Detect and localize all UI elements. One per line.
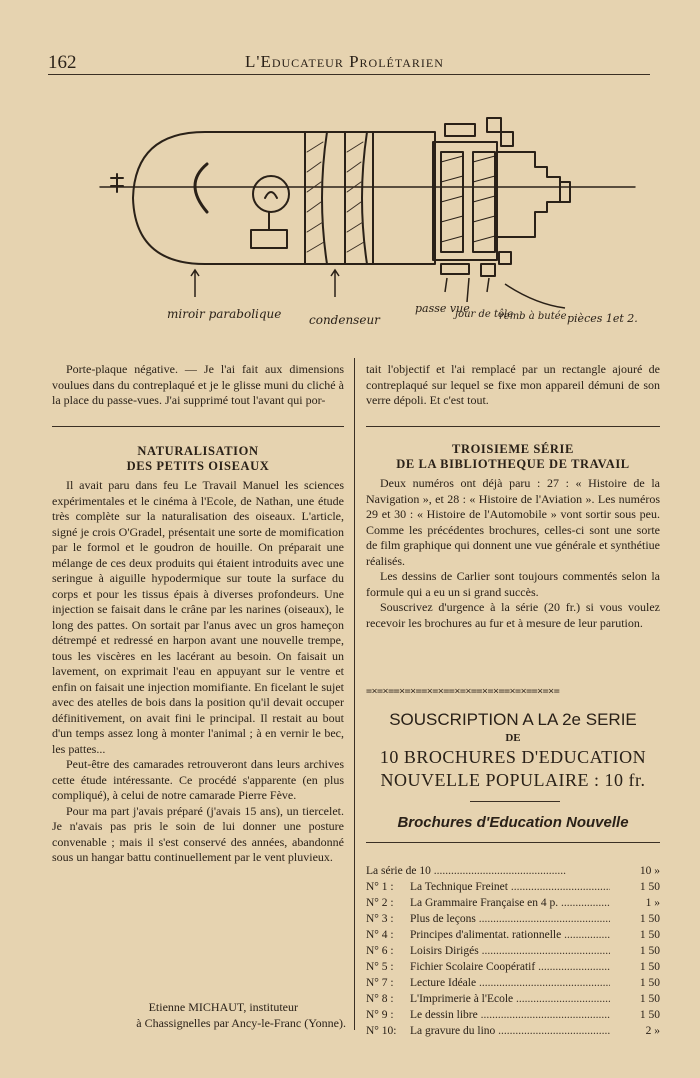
label-jour-de-tole: jour de tôle xyxy=(455,309,514,320)
catalog-title: Le dessin libre ..... xyxy=(410,1007,610,1023)
label-condenser: condenseur xyxy=(309,313,380,327)
catalog-row xyxy=(366,943,660,959)
catalog-title: La série de 10 ..... xyxy=(366,863,566,879)
author-location: à Chassignelles par Ancy-le-Franc (Yonne). xyxy=(136,1016,346,1030)
intro-text-right xyxy=(366,362,660,409)
lens-barrel xyxy=(497,152,560,237)
catalog-row xyxy=(366,1007,660,1023)
slide-holder xyxy=(433,142,497,260)
catalog-number: N° 6 : xyxy=(366,945,394,957)
label-pieces: pièces 1et 2. xyxy=(567,312,638,325)
article-naturalisation xyxy=(52,444,344,866)
section-rule-right xyxy=(366,426,660,427)
catalog-number: N° 5 : xyxy=(366,961,394,973)
catalog-price: 1 50 xyxy=(639,977,660,989)
catalog-price: 2 » xyxy=(645,1025,660,1037)
catalog-title: Principes d'alimentat. rationnelle ..... xyxy=(410,927,610,943)
article-paragraph: Pour ma part j'avais préparé (j'avais 15 ans), un tiercelet. Je n'avais pas pris le soin de lui donner une posture convenable ; mais il s'est conservé des années, abandonné sous un hangar battu continuellement par le vent pluvieux. xyxy=(52,803,344,864)
condenser-lens-2 xyxy=(345,132,367,264)
catalog-row xyxy=(366,959,660,975)
label-remb-butee: remb à butée xyxy=(499,311,567,322)
subscription-title-line2: NOUVELLE POPULAIRE : 10 fr. xyxy=(380,770,646,790)
catalog-number: N° 7 : xyxy=(366,977,394,989)
catalog-number: N° 8 : xyxy=(366,993,394,1005)
condenser-lens-1 xyxy=(305,132,327,264)
catalog-number: N° 1 : xyxy=(366,881,394,893)
journal-title: L'Educateur Prolétarien xyxy=(245,52,444,71)
header-rule xyxy=(48,74,650,75)
article-paragraph: Deux numéros ont déjà paru : 27 : « Histoire de la Navigation », et 28 : « Histoire de l'Aviation ». Les numéros 29 et 30 : « Histoire de l'Automobile » vont sortir sous peu. Comme les précédentes brochures, celles-ci sont une sorte de film graphique qui donnent une vue générale et synthétiue réalisés. xyxy=(366,476,660,568)
article-paragraph: Il avait paru dans feu Le Travail Manuel les sciences expérimentales et le cinéma à l'Ecole, de Nathan, une étude très complète sur la naturalisation des oiseaux. L'article, signé je crois O'Gradel, présentait une sorte de momification par le formol et le goudron de houille. On préparait une mélange de ces deux produits qui étaient introduits avec une seringue à aiguille hypodermique sur toute la surface du corps et pour les tissus épais à diverses profondeurs. Une injection se faisait dans le crâne par les narines (oiseaux), le long des pattes. On sortait par l'anus avec un gros hameçon détrempé et redressé en harpon avant une nouvelle trempe, tous les viscères en les lacérant au besoin. On faisait un lavement, on exprimait l'eau en appuyant sur le ventre et enfin on faisait une injection momifiante. En ficelant le sujet avec des atelles de bois dans la position qu'il devait occuper définitivement, on avait fini le principal. Il restait au bout d'un temps assez long à monter l'animal ; à en vernir le bec, les pattes... xyxy=(52,478,344,756)
catalog-title: L'Imprimerie à l'Ecole ..... xyxy=(410,991,610,1007)
catalog-row xyxy=(366,863,660,879)
intro-text-left xyxy=(52,362,344,409)
catalog-title: La gravure du lino ..... xyxy=(410,1023,610,1039)
label-passe-vue: passe vue xyxy=(415,302,470,315)
catalog-number: N° 4 : xyxy=(366,929,394,941)
catalog-row xyxy=(366,911,660,927)
parabolic-mirror xyxy=(195,164,207,212)
catalog-rule xyxy=(366,842,660,843)
intro-paragraph-left: Porte-plaque négative. — Je l'ai fait aux dimensions voulues dans du contreplaqué et je le glisse muni du cliché à la place du passe-vues. J'ai supprimé tout l'avant qui por- xyxy=(52,362,344,407)
catalog-price: 10 » xyxy=(639,865,660,877)
catalog-price: 1 50 xyxy=(639,993,660,1005)
author-signature: Etienne MICHAUT, instituteur xyxy=(148,1000,298,1014)
subscription-title-line1: 10 BROCHURES D'EDUCATION xyxy=(379,747,647,767)
rear-knob xyxy=(111,174,123,192)
catalog-price: 1 50 xyxy=(639,929,660,941)
catalog-row xyxy=(366,927,660,943)
catalog-row xyxy=(366,991,660,1007)
catalog-title: Lecture Idéale ..... xyxy=(410,975,610,991)
catalog-title: Plus de leçons ..... xyxy=(410,911,610,927)
catalog-row xyxy=(366,975,660,991)
lamp-bulb xyxy=(253,176,289,212)
catalog-subtitle: Brochures d'Education Nouvelle xyxy=(397,814,629,831)
catalog-title: Fichier Scolaire Coopératif ..... xyxy=(410,959,610,975)
catalog-title: Loisirs Dirigés ..... xyxy=(410,943,610,959)
page-number: 162 xyxy=(48,52,77,73)
article-paragraph: Souscrivez d'urgence à la série (20 fr.) si vous voulez recevoir les brochures au fur et à mesure de leur parution. xyxy=(366,600,660,630)
subscription-heading: SOUSCRIPTION A LA 2e SERIE xyxy=(389,710,637,729)
catalog-price: 1 50 xyxy=(639,881,660,893)
article-title-line1: NATURALISATION xyxy=(137,444,259,458)
article-bibliotheque xyxy=(366,442,660,631)
catalog-row xyxy=(366,879,660,895)
catalog-number: N° 9 : xyxy=(366,1009,394,1021)
article-title-line1: TROISIEME SÉRIE xyxy=(452,442,574,456)
catalog-price: 1 » xyxy=(645,897,660,909)
decorative-divider: =×=×==×=×==×=×==×=×==×=×==×=×==×=×= xyxy=(366,686,560,697)
article-paragraph: Les dessins de Carlier sont toujours commentés selon la formule qui a eu un si grand succès. xyxy=(366,569,660,599)
catalog-number: N° 3 : xyxy=(366,913,394,925)
catalog-title: La Grammaire Française en 4 p. ..... xyxy=(410,895,610,911)
subscription-rule xyxy=(470,801,560,802)
lamp-housing xyxy=(133,132,435,264)
catalog-price: 1 50 xyxy=(639,1009,660,1021)
article-title-line2: DES PETITS OISEAUX xyxy=(126,459,270,473)
label-mirror: miroir parabolique xyxy=(167,307,282,321)
catalog-price: 1 50 xyxy=(639,913,660,925)
brochure-catalog xyxy=(366,863,660,1039)
catalog-title: La Technique Freinet ..... xyxy=(410,879,610,895)
subscription-de: DE xyxy=(505,732,521,744)
catalog-row xyxy=(366,895,660,911)
article-title-line2: DE LA BIBLIOTHEQUE DE TRAVAIL xyxy=(396,457,630,471)
projector-drawing xyxy=(95,112,640,352)
catalog-price: 1 50 xyxy=(639,961,660,973)
catalog-price: 1 50 xyxy=(639,945,660,957)
article-paragraph: Peut-être des camarades retrouveront dans leurs archives cette étude intéressante. Ce procédé s'apparente (en plus compliqué), à celui de notre camarade Pierre Fève. xyxy=(52,757,344,802)
catalog-number: N° 10: xyxy=(366,1025,397,1037)
column-divider xyxy=(354,358,355,1030)
catalog-row xyxy=(366,1023,660,1039)
lamp-socket xyxy=(251,230,287,248)
section-rule-left xyxy=(52,426,344,427)
intro-paragraph-right: tait l'objectif et l'ai remplacé par un rectangle ajouré de contreplaqué sur lequel se fixe mon appareil démuni de son verre dépoli. Et c'est tout. xyxy=(366,362,660,407)
subscription-title xyxy=(366,746,660,792)
catalog-number: N° 2 : xyxy=(366,897,394,909)
